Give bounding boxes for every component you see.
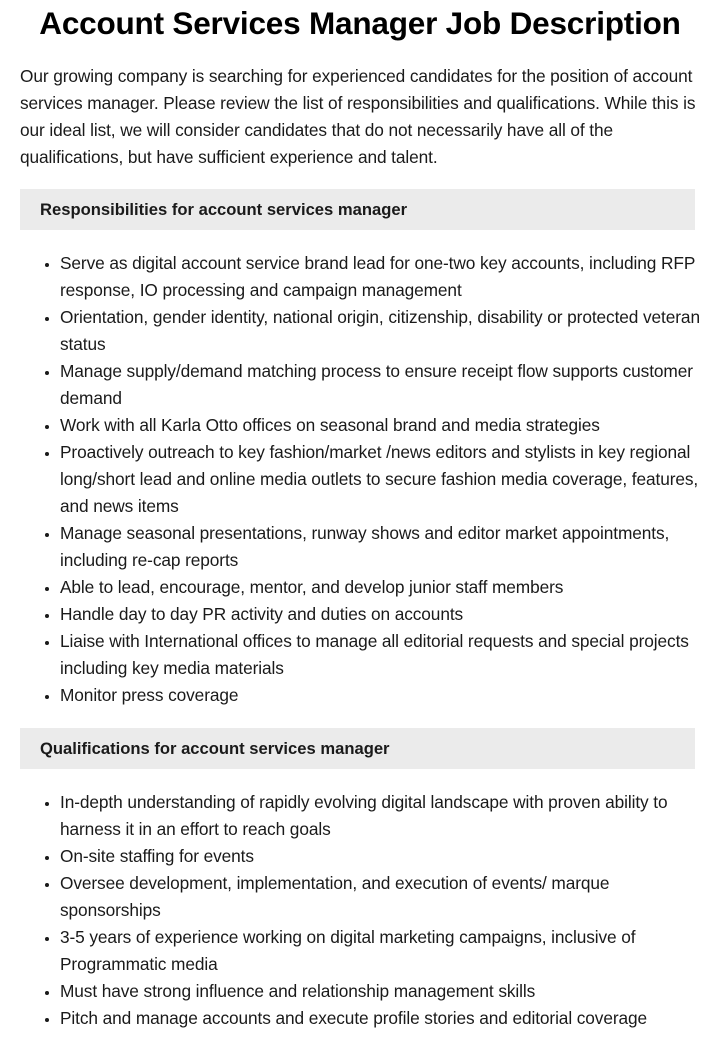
page-title: Account Services Manager Job Description	[39, 5, 681, 41]
list-item: • 3-5 years of experience working on digital marketing campaigns, inclusive of Programmatic media	[60, 924, 700, 978]
list-item: • Liaise with International offices to manage all editorial requests and special projects including key media materials	[60, 628, 700, 682]
responsibilities-heading: Responsibilities for account services manager	[20, 189, 695, 230]
list-item: • Oversee development, implementation, and execution of events/ marque sponsorships	[60, 870, 700, 924]
list-item: • Handle day to day PR activity and duties on accounts	[60, 601, 700, 628]
list-item: • Monitor press coverage	[60, 682, 700, 709]
list-item: • Manage seasonal presentations, runway shows and editor market appointments, including re-cap reports	[60, 520, 700, 574]
list-item: • In-depth understanding of rapidly evolving digital landscape with proven ability to harness it in an effort to reach goals	[60, 789, 700, 843]
list-item: • Orientation, gender identity, national origin, citizenship, disability or protected veteran status	[60, 304, 700, 358]
list-item: • Must have strong influence and relationship management skills	[60, 978, 700, 1005]
list-item: • On-site staffing for events	[60, 843, 700, 870]
intro-paragraph: Our growing company is searching for experienced candidates for the position of account services manager. Please review the list of responsibilities and qualifications. While this is our ideal list, we will consider candidates that do not necessarily have all of the qualifications, but have sufficient experience and talent.	[20, 66, 696, 167]
qualifications-heading: Qualifications for account services manager	[20, 728, 695, 769]
responsibilities-list	[20, 250, 700, 709]
list-item: • Serve as digital account service brand lead for one-two key accounts, including RFP response, IO processing and campaign management	[60, 250, 700, 304]
list-item: • Manage supply/demand matching process to ensure receipt flow supports customer demand	[60, 358, 700, 412]
list-item: • Able to lead, encourage, mentor, and develop junior staff members	[60, 574, 700, 601]
list-item: • Pitch and manage accounts and execute profile stories and editorial coverage	[60, 1005, 700, 1032]
qualifications-list	[20, 789, 700, 1032]
list-item: • Work with all Karla Otto offices on seasonal brand and media strategies	[60, 412, 700, 439]
list-item: • Proactively outreach to key fashion/market /news editors and stylists in key regional long/short lead and online media outlets to secure fashion media coverage, features, and news items	[60, 439, 700, 520]
